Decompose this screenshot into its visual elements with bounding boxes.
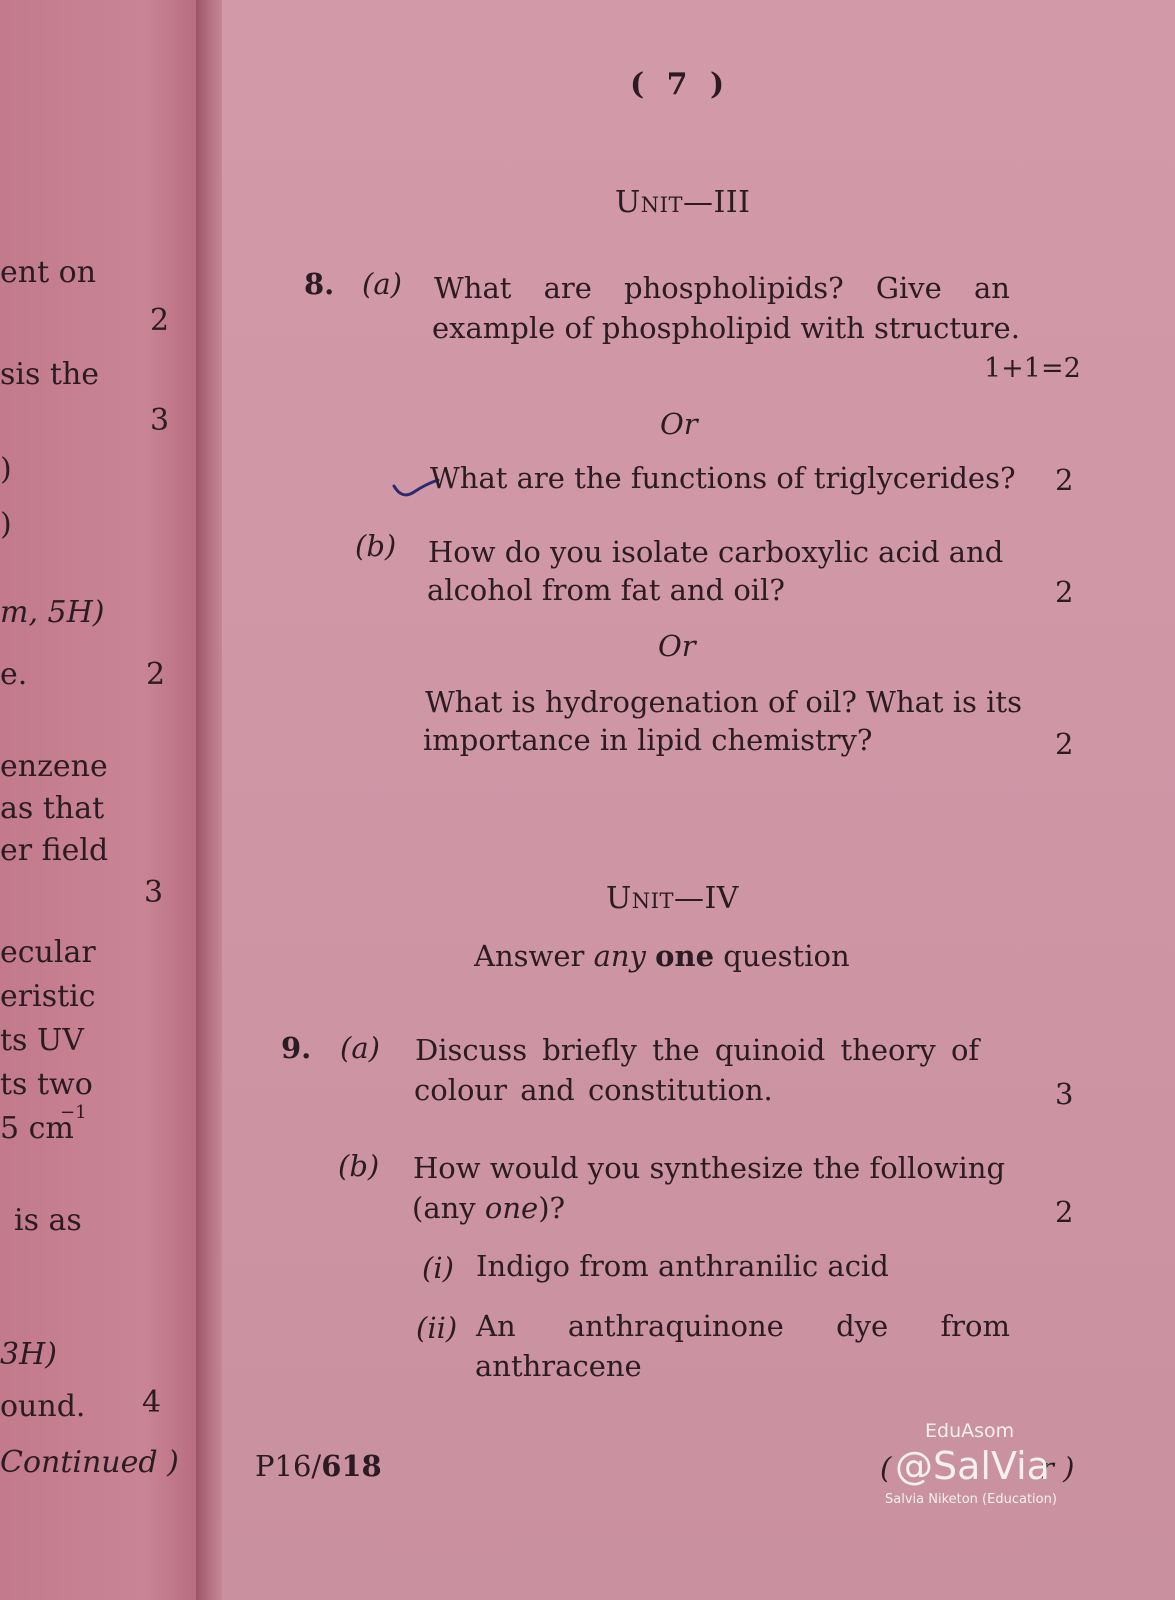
unit-4-heading: Unit—IV	[606, 881, 739, 916]
left-fragment: enzene	[0, 749, 108, 784]
q8b-marks: 2	[1055, 575, 1074, 609]
q9b-question-line2: (any one)?	[412, 1191, 566, 1225]
q8b-alt-line1: What is hydrogenation of oil? What is its	[425, 685, 1022, 719]
continued-close: r )	[1040, 1451, 1075, 1485]
q9b-ii-text-line2: anthracene	[475, 1349, 642, 1383]
watermark-handle: @SalVia	[895, 1444, 1050, 1488]
left-fragment: ts UV	[0, 1023, 84, 1058]
q9b-marks: 2	[1055, 1195, 1074, 1229]
left-fragment: )	[0, 507, 12, 542]
q9b-label: (b)	[338, 1149, 380, 1183]
q9b-i-text: Indigo from anthranilic acid	[476, 1249, 889, 1283]
left-mark: 2	[150, 303, 170, 338]
left-fragment: e.	[0, 657, 28, 692]
left-fragment: as that	[0, 791, 105, 826]
q8a-alt-marks: 2	[1055, 463, 1074, 497]
paper-code: P16/618	[255, 1449, 382, 1483]
q9a-question-line2: colour and constitution.	[414, 1073, 773, 1107]
q8a-question-line2: example of phospholipid with structure.	[432, 311, 1020, 345]
watermark-brand: EduAsom	[925, 1420, 1015, 1442]
left-fragment: ent on	[0, 255, 97, 290]
left-fragment: ecular	[0, 935, 96, 970]
q8a-label: (a)	[362, 267, 402, 301]
left-fragment: is as	[14, 1203, 82, 1238]
watermark-tagline: Salvia Niketon (Education)	[885, 1492, 1057, 1507]
left-fragment: )	[0, 452, 12, 487]
q8b-question-line2: alcohol from fat and oil?	[427, 573, 785, 607]
q8b-label: (b)	[355, 529, 397, 563]
q8a-alt-question: What are the functions of triglycerides?	[430, 461, 1016, 495]
q9a-question-line1: Discuss briefly the quinoid theory of	[415, 1033, 980, 1067]
q8a-marks: 1+1=2	[984, 353, 1081, 384]
q9b-ii-text-line1: An anthraquinone dye from	[476, 1309, 1010, 1343]
q9a-marks: 3	[1055, 1077, 1074, 1111]
left-fragment: Continued )	[0, 1445, 179, 1480]
q9b-i-label: (i)	[422, 1251, 454, 1285]
left-mark: 3	[150, 403, 170, 438]
left-fragment: sis the	[0, 357, 100, 392]
q8a-or: Or	[660, 407, 698, 441]
left-mark: 3	[144, 875, 164, 910]
q9a-label: (a)	[340, 1031, 380, 1065]
left-fragment: 3H)	[0, 1337, 57, 1372]
q8a-question-line1: What are phospholipids? Give an	[434, 271, 1010, 305]
q8b-alt-line2: importance in lipid chemistry?	[423, 723, 873, 757]
continued-open: (	[880, 1451, 892, 1485]
left-fragment: er field	[0, 833, 109, 868]
q9b-question-line1: How would you synthesize the following	[413, 1151, 1006, 1185]
left-fragment: 5 cm	[0, 1111, 74, 1146]
page-number: ( 7 )	[630, 67, 731, 102]
q9b-ii-label: (ii)	[416, 1311, 458, 1345]
q8b-question-line1: How do you isolate carboxylic acid and	[428, 535, 1004, 569]
left-fragment: eristic	[0, 979, 96, 1014]
book-gutter	[196, 0, 224, 1600]
q8b-or: Or	[658, 629, 696, 663]
unit-3-heading: Unit—III	[615, 185, 751, 220]
left-mark: 2	[146, 657, 166, 692]
q8-number: 8.	[304, 267, 335, 301]
right-page	[222, 0, 1175, 1600]
left-page	[0, 0, 205, 1600]
q8b-alt-marks: 2	[1055, 727, 1074, 761]
left-superscript: −1	[60, 1102, 87, 1123]
q9-number: 9.	[281, 1031, 312, 1065]
left-fragment: ts two	[0, 1067, 93, 1102]
left-mark: 4	[142, 1385, 162, 1420]
unit-4-instruction: Answer any one question	[474, 939, 850, 973]
left-fragment: ound.	[0, 1389, 86, 1424]
left-fragment: m, 5H)	[0, 595, 105, 630]
